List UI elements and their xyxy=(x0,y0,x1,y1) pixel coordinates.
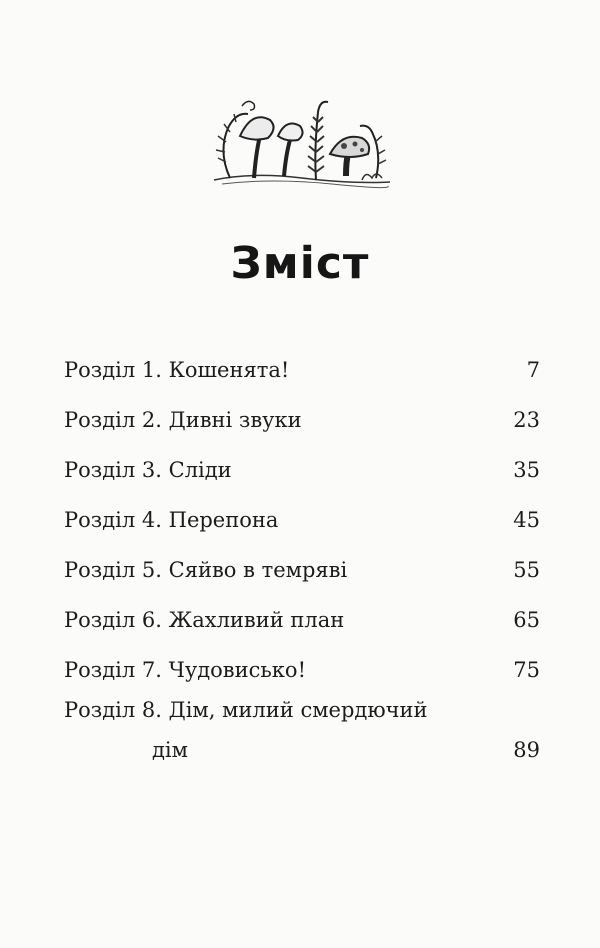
page-number: 75 xyxy=(513,658,540,682)
chapter-title: Перепона xyxy=(168,508,279,532)
chapter-label: Розділ 7. xyxy=(64,658,162,682)
table-of-contents xyxy=(64,340,540,770)
chapter-title: Дивні звуки xyxy=(168,408,302,432)
toc-entry xyxy=(64,640,540,690)
toc-entry xyxy=(64,590,540,640)
chapter-label: Розділ 4. xyxy=(64,508,162,532)
toc-entry xyxy=(64,540,540,590)
chapter-label: Розділ 1. xyxy=(64,358,162,382)
page-number: 23 xyxy=(513,408,540,432)
chapter-title: Кошенята! xyxy=(168,358,290,382)
toc-entry xyxy=(64,690,540,770)
page-number: 35 xyxy=(513,458,540,482)
chapter-title: Жахливий план xyxy=(168,608,345,632)
chapter-label: Розділ 8. xyxy=(64,698,162,722)
page-number: 65 xyxy=(513,608,540,632)
toc-entry xyxy=(64,390,540,440)
page-number: 55 xyxy=(513,558,540,582)
chapter-title: Сліди xyxy=(168,458,232,482)
chapter-label: Розділ 6. xyxy=(64,608,162,632)
toc-entry xyxy=(64,440,540,490)
chapter-title-continued: дім xyxy=(152,738,188,762)
toc-entry xyxy=(64,340,540,390)
page-number: 89 xyxy=(513,738,540,762)
page-number: 7 xyxy=(526,358,540,382)
chapter-label: Розділ 5. xyxy=(64,558,162,582)
chapter-label: Розділ 2. xyxy=(64,408,162,432)
page-number: 45 xyxy=(513,508,540,532)
toc-entry xyxy=(64,490,540,540)
page-title: Зміст xyxy=(230,238,370,289)
chapter-title: Чудовисько! xyxy=(168,658,307,682)
chapter-title: Дім, милий смердючий xyxy=(168,698,428,722)
mushrooms-illustration xyxy=(212,92,392,197)
chapter-label: Розділ 3. xyxy=(64,458,162,482)
chapter-title: Сяйво в темряві xyxy=(168,558,348,582)
